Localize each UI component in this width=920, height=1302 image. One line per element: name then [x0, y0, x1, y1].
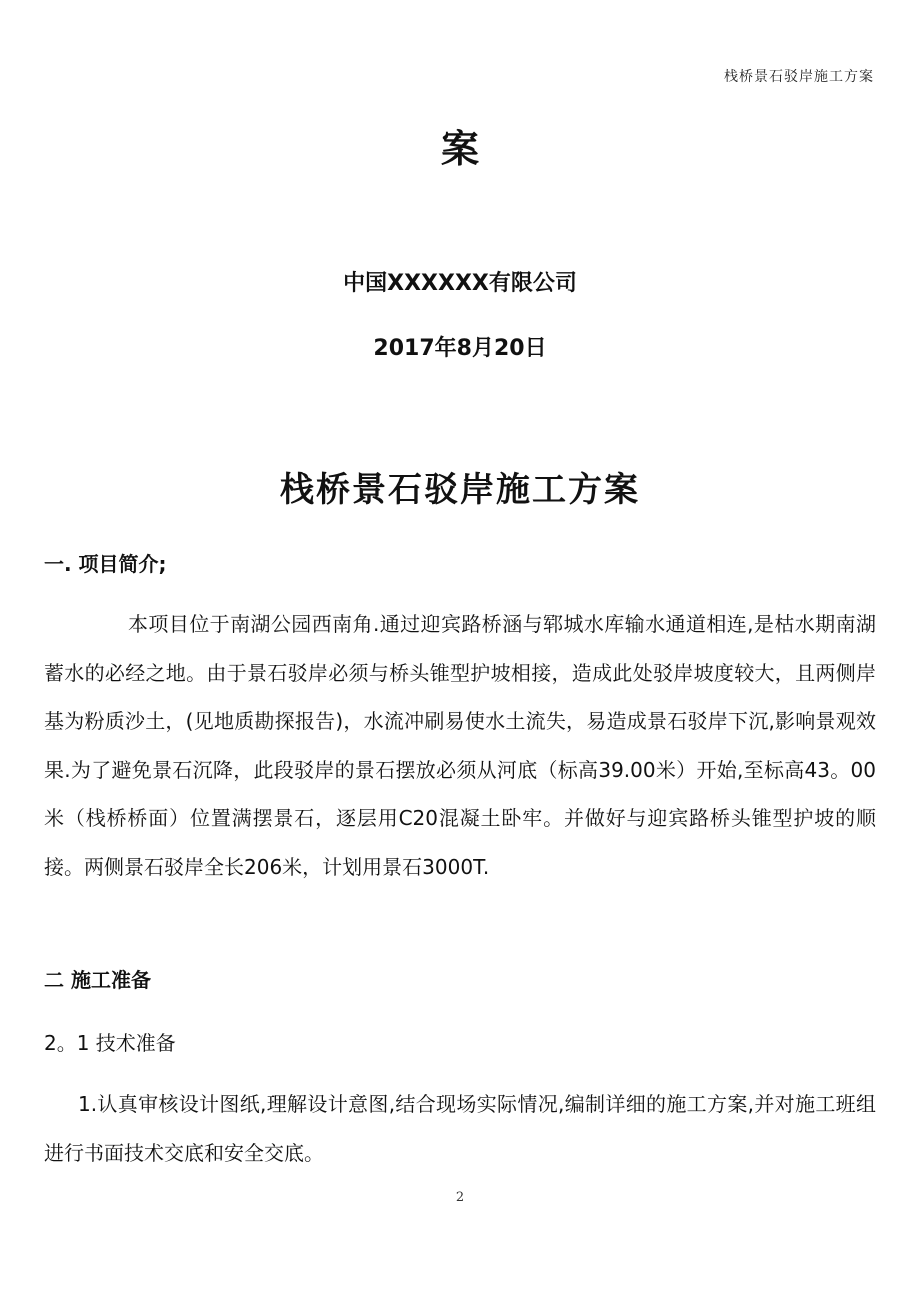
- cover-title-fragment: 案: [440, 127, 479, 171]
- section-heading-project-intro: 一. 项目简介;: [44, 552, 167, 576]
- company-name: 中国XXXXXX有限公司: [343, 271, 577, 296]
- section-heading-construction-prep: 二 施工准备: [44, 968, 151, 992]
- document-title: 栈桥景石驳岸施工方案: [280, 470, 640, 510]
- document-date: 2017年8月20日: [373, 336, 547, 361]
- project-intro-paragraph: 本项目位于南湖公园西南角.通过迎宾路桥涵与郓城水库输水通道相连,是枯水期南湖蓄水的必经之地。由于景石驳岸必须与桥头锥型护坡相接，造成此处驳岸坡度较大，且两侧岸基为粉质沙土，(见地质勘探报告)，水流冲刷易使水土流失，易造成景石驳岸下沉,影响景观效果.为了避免景石沉降，此段驳岸的景石摆放必须从河底（标高39.00米）开始,至标高43。00米（栈桥桥面）位置满摆景石，逐层用C20混凝土卧牢。并做好与迎宾路桥头锥型护坡的顺接。两侧景石驳岸全长206米，计划用景石3000T.: [44, 612, 876, 879]
- technical-prep-paragraph: 1.认真审核设计图纸,理解设计意图,结合现场实际情况,编制详细的施工方案,并对施工班组进行书面技术交底和安全交底。: [44, 1092, 876, 1165]
- running-header: 栈桥景石驳岸施工方案: [724, 69, 874, 85]
- page-number: 2: [455, 1190, 465, 1205]
- subsection-heading-technical-prep: 2。1 技术准备: [44, 1031, 176, 1055]
